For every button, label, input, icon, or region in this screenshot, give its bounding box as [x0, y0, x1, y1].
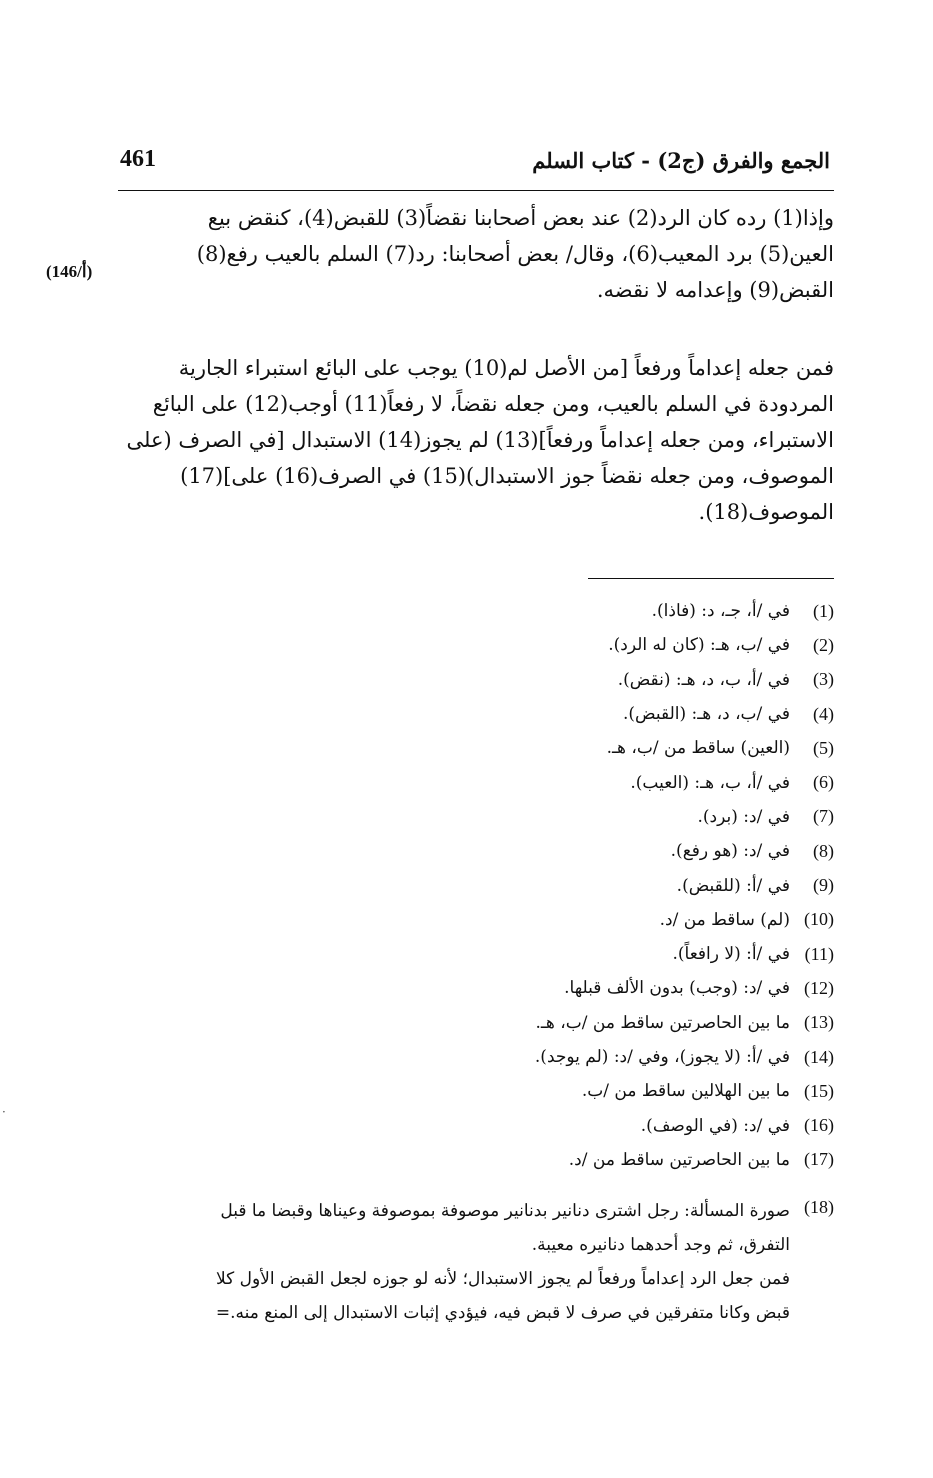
footnote-text: في /د: (في الوصف). — [640, 1115, 790, 1136]
footnote-number: (16) — [804, 1115, 834, 1136]
footnote-item — [118, 1074, 834, 1108]
footnotes-section — [118, 594, 834, 1354]
footnote-number: (5) — [813, 737, 834, 758]
footnote-number: (11) — [804, 943, 834, 964]
footnote-number: (2) — [813, 634, 834, 655]
footnote-text: في /ب، د، هـ: (القبض). — [623, 704, 790, 725]
footnote-text: (لم) ساقط من /د. — [659, 909, 790, 930]
footnote-item — [118, 594, 834, 628]
footnote-number: (9) — [813, 875, 834, 896]
footnote-18 — [118, 1194, 834, 1330]
footnote-text: في /أ: (لا يجوز)، وفي /د: (لم يوجد). — [534, 1047, 790, 1067]
header-divider — [118, 190, 834, 191]
footnote-item — [118, 868, 834, 902]
footnote-item — [118, 663, 834, 697]
footnote-item — [118, 1108, 834, 1142]
footnote-text: في /أ، ب، هـ: (العيب). — [630, 772, 790, 793]
running-header — [120, 148, 830, 188]
footnote-item — [118, 731, 834, 765]
body-paragraph-1: وإذا(1) رده كان الرد(2) عند بعض أصحابنا نقضاً(3) للقبض(4)، كنقض بيع العين(5) برد المعيب(6)، وقال/ بعض أصحابنا: رد(7) السلم بالعيب رفع(8) القبض(9) وإعدامه لا نقضه. — [196, 206, 834, 302]
footnote-item — [118, 628, 834, 662]
footnote-text: ما بين الحاصرتين ساقط من /د. — [568, 1149, 790, 1170]
footnote-number: (13) — [804, 1012, 834, 1033]
running-title: الجمع والفرق (ج2) - كتاب السلم — [532, 148, 830, 173]
footnote-text: صورة المسألة: رجل اشترى دنانير بدنانير موصوفة بموصوفة وعيناها وقبضا ما قبل التفرق، ثم وجد أحدهما دنانيره معيبة. فمن جعل الرد إعداماً ورفعاً لم يجوز الاستبدال؛ لأنه لو جوزه لجعل القبض الأول كلا قبض وكانا متفرقين في صرف لا قبض فيه، فيؤدي إثبات الاستبدال إلى المنع منه.= — [215, 1201, 790, 1323]
footnote-item — [118, 937, 834, 971]
body-paragraph-2: فمن جعله إعداماً ورفعاً [من الأصل لم(10) يوجب على البائع استبراء الجارية المردودة في السلم بالعيب، ومن جعله نقضاً، لا رفعاً(11) أوجب(12) على البائع الاستبراء، ومن جعله إعداماً ورفعاً](13) لم يجوز(14) الاستبدال [في الصرف (على الموصوف، ومن جعله نقضاً جوز الاستبدال)(15) في الصرف(16) على](17) الموصوف(18). — [126, 356, 834, 524]
footnote-text: في /د: (هو رفع). — [670, 841, 790, 862]
footnote-number: (17) — [804, 1149, 834, 1170]
footnote-item — [118, 834, 834, 868]
footnote-item — [118, 971, 834, 1005]
manuscript-folio-marker: (146/أ) — [46, 262, 93, 281]
footnote-item — [118, 800, 834, 834]
footnote-list — [118, 594, 834, 1177]
footnote-number: (3) — [813, 669, 834, 690]
footnote-text: ما بين الحاصرتين ساقط من /ب، هـ. — [535, 1012, 790, 1033]
footnote-divider — [588, 578, 834, 579]
footnote-item — [118, 697, 834, 731]
footnote-number: (12) — [804, 977, 834, 998]
footnote-text: في /أ، جـ، د: (فاذا). — [651, 601, 790, 622]
footnote-number: (10) — [804, 909, 834, 930]
page-number: 461 — [120, 146, 156, 172]
footnote-number: (7) — [813, 806, 834, 827]
footnote-text: ما بين الهلالين ساقط من /ب. — [581, 1081, 790, 1102]
footnote-item — [118, 903, 834, 937]
footnote-number: (1) — [813, 600, 834, 621]
footnote-number: (14) — [804, 1046, 834, 1067]
footnote-text: في /د: (برد). — [697, 806, 790, 827]
footnote-number: (15) — [804, 1080, 834, 1101]
footnote-text: في /أ: (للقبض). — [676, 875, 790, 896]
footnote-text: في /أ، ب، د، هـ: (نقض). — [617, 669, 790, 690]
footnote-text: في /د: (وجب) بدون الألف قبلها. — [564, 978, 790, 999]
footnote-number: (6) — [813, 772, 834, 793]
margin-mark: · — [2, 1105, 6, 1119]
footnote-number: (4) — [813, 703, 834, 724]
footnote-text: في /ب، هـ: (كان له الرد). — [608, 635, 790, 656]
footnote-text: في /أ: (لا رافعاً). — [672, 944, 790, 965]
footnote-item — [118, 765, 834, 799]
footnote-number: (8) — [813, 840, 834, 861]
footnote-number: (18) — [804, 1197, 834, 1217]
footnote-text: (العين) ساقط من /ب، هـ. — [606, 738, 790, 759]
footnote-item — [118, 1040, 834, 1074]
footnote-item — [118, 1143, 834, 1177]
footnote-item — [118, 1006, 834, 1040]
